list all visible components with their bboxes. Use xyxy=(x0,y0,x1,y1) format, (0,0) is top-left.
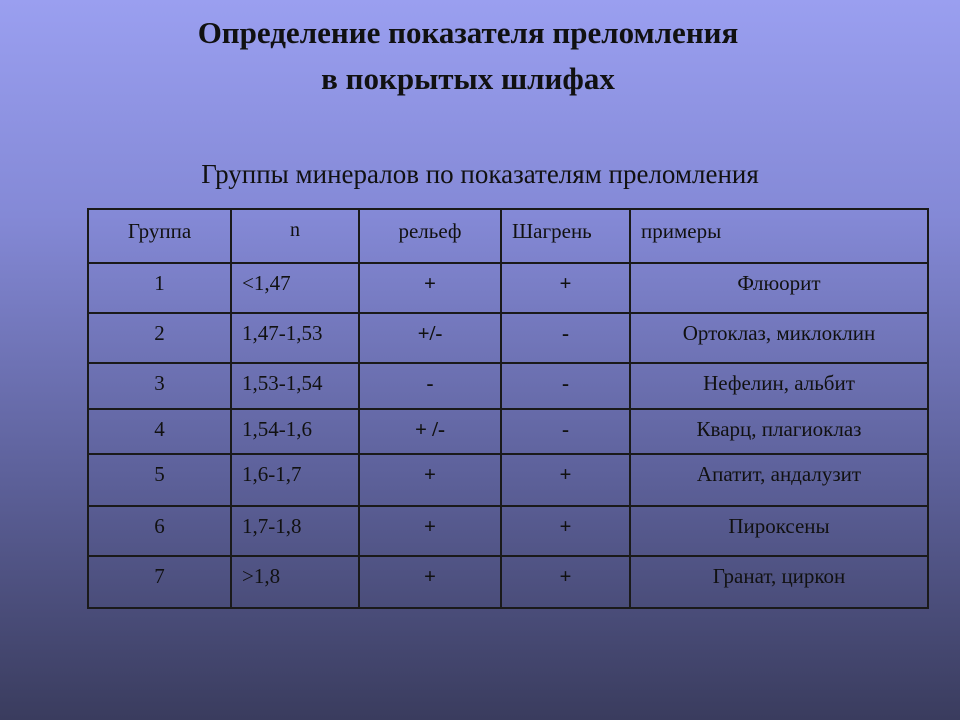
cell-examples: Апатит, андалузит xyxy=(630,454,928,506)
table-row xyxy=(88,556,928,608)
cell-n: 1,6-1,7 xyxy=(231,454,359,506)
header-examples: примеры xyxy=(630,209,928,263)
table-row xyxy=(88,263,928,313)
cell-relief: + xyxy=(359,556,501,608)
cell-examples: Флюорит xyxy=(630,263,928,313)
cell-examples: Кварц, плагиоклаз xyxy=(630,409,928,454)
table-header-row xyxy=(88,209,928,263)
cell-relief: + xyxy=(359,506,501,556)
header-group: Группа xyxy=(88,209,231,263)
cell-shagreen: - xyxy=(501,363,630,409)
minerals-table xyxy=(87,208,929,609)
cell-group: 7 xyxy=(88,556,231,608)
cell-relief: - xyxy=(359,363,501,409)
cell-examples: Гранат, циркон xyxy=(630,556,928,608)
cell-examples: Ортоклаз, миклоклин xyxy=(630,313,928,363)
cell-n: <1,47 xyxy=(231,263,359,313)
cell-n: 1,54-1,6 xyxy=(231,409,359,454)
cell-n: 1,53-1,54 xyxy=(231,363,359,409)
slide-title-line-1: Определение показателя преломления xyxy=(197,15,739,50)
cell-n: 1,47-1,53 xyxy=(231,313,359,363)
cell-shagreen: + xyxy=(501,556,630,608)
table-row xyxy=(88,313,928,363)
slide-title xyxy=(0,10,936,102)
table-row xyxy=(88,363,928,409)
cell-examples: Нефелин, альбит xyxy=(630,363,928,409)
cell-relief: + xyxy=(359,263,501,313)
cell-group: 5 xyxy=(88,454,231,506)
cell-shagreen: + xyxy=(501,454,630,506)
cell-group: 1 xyxy=(88,263,231,313)
header-n: n xyxy=(231,209,359,263)
cell-shagreen: - xyxy=(501,409,630,454)
cell-relief: + xyxy=(359,454,501,506)
table-caption: Группы минералов по показателям преломления xyxy=(201,159,759,189)
header-shagreen: Шагрень xyxy=(501,209,630,263)
cell-group: 2 xyxy=(88,313,231,363)
table-row xyxy=(88,454,928,506)
cell-group: 6 xyxy=(88,506,231,556)
cell-shagreen: - xyxy=(501,313,630,363)
slide-title-line-2: в покрытых шлифах xyxy=(321,61,615,96)
cell-relief: + /- xyxy=(359,409,501,454)
table-row xyxy=(88,506,928,556)
cell-group: 4 xyxy=(88,409,231,454)
cell-examples: Пироксены xyxy=(630,506,928,556)
cell-group: 3 xyxy=(88,363,231,409)
table-row xyxy=(88,409,928,454)
header-relief: рельеф xyxy=(359,209,501,263)
cell-shagreen: + xyxy=(501,263,630,313)
cell-relief: +/- xyxy=(359,313,501,363)
cell-n: 1,7-1,8 xyxy=(231,506,359,556)
cell-shagreen: + xyxy=(501,506,630,556)
cell-n: >1,8 xyxy=(231,556,359,608)
